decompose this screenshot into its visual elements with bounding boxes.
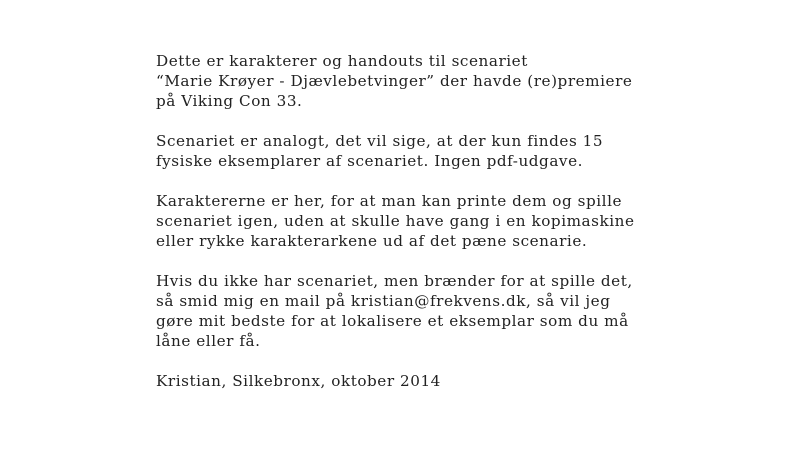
- paragraph-analog: [156, 131, 776, 171]
- text-line: Dette er karakterer og handouts til scenariet: [156, 52, 528, 70]
- signature-line: Kristian, Silkebronx, oktober 2014: [156, 372, 441, 390]
- text-line: låne eller få.: [156, 332, 261, 350]
- paragraph-intro: [156, 51, 776, 111]
- text-line: så smid mig en mail på kristian@frekvens.dk, så vil jeg: [156, 292, 611, 310]
- text-line: på Viking Con 33.: [156, 92, 303, 110]
- text-line: eller rykke karakterarkene ud af det pæne scenarie.: [156, 232, 588, 250]
- text-line: Scenariet er analogt, det vil sige, at der kun findes 15: [156, 132, 604, 150]
- text-line: Karaktererne er her, for at man kan printe dem og spille: [156, 192, 623, 210]
- text-line: fysiske eksemplarer af scenariet. Ingen pdf-udgave.: [156, 152, 583, 170]
- text-line: “Marie Krøyer - Djævlebetvinger” der havde (re)premiere: [156, 72, 633, 90]
- text-line: scenariet igen, uden at skulle have gang i en kopimaskine: [156, 212, 635, 230]
- document-page: [156, 51, 776, 411]
- text-line: Hvis du ikke har scenariet, men brænder for at spille det,: [156, 272, 633, 290]
- text-line: gøre mit bedste for at lokalisere et eksemplar som du må: [156, 312, 629, 330]
- signature: [156, 371, 776, 391]
- paragraph-characters: [156, 191, 776, 251]
- paragraph-contact: [156, 271, 776, 351]
